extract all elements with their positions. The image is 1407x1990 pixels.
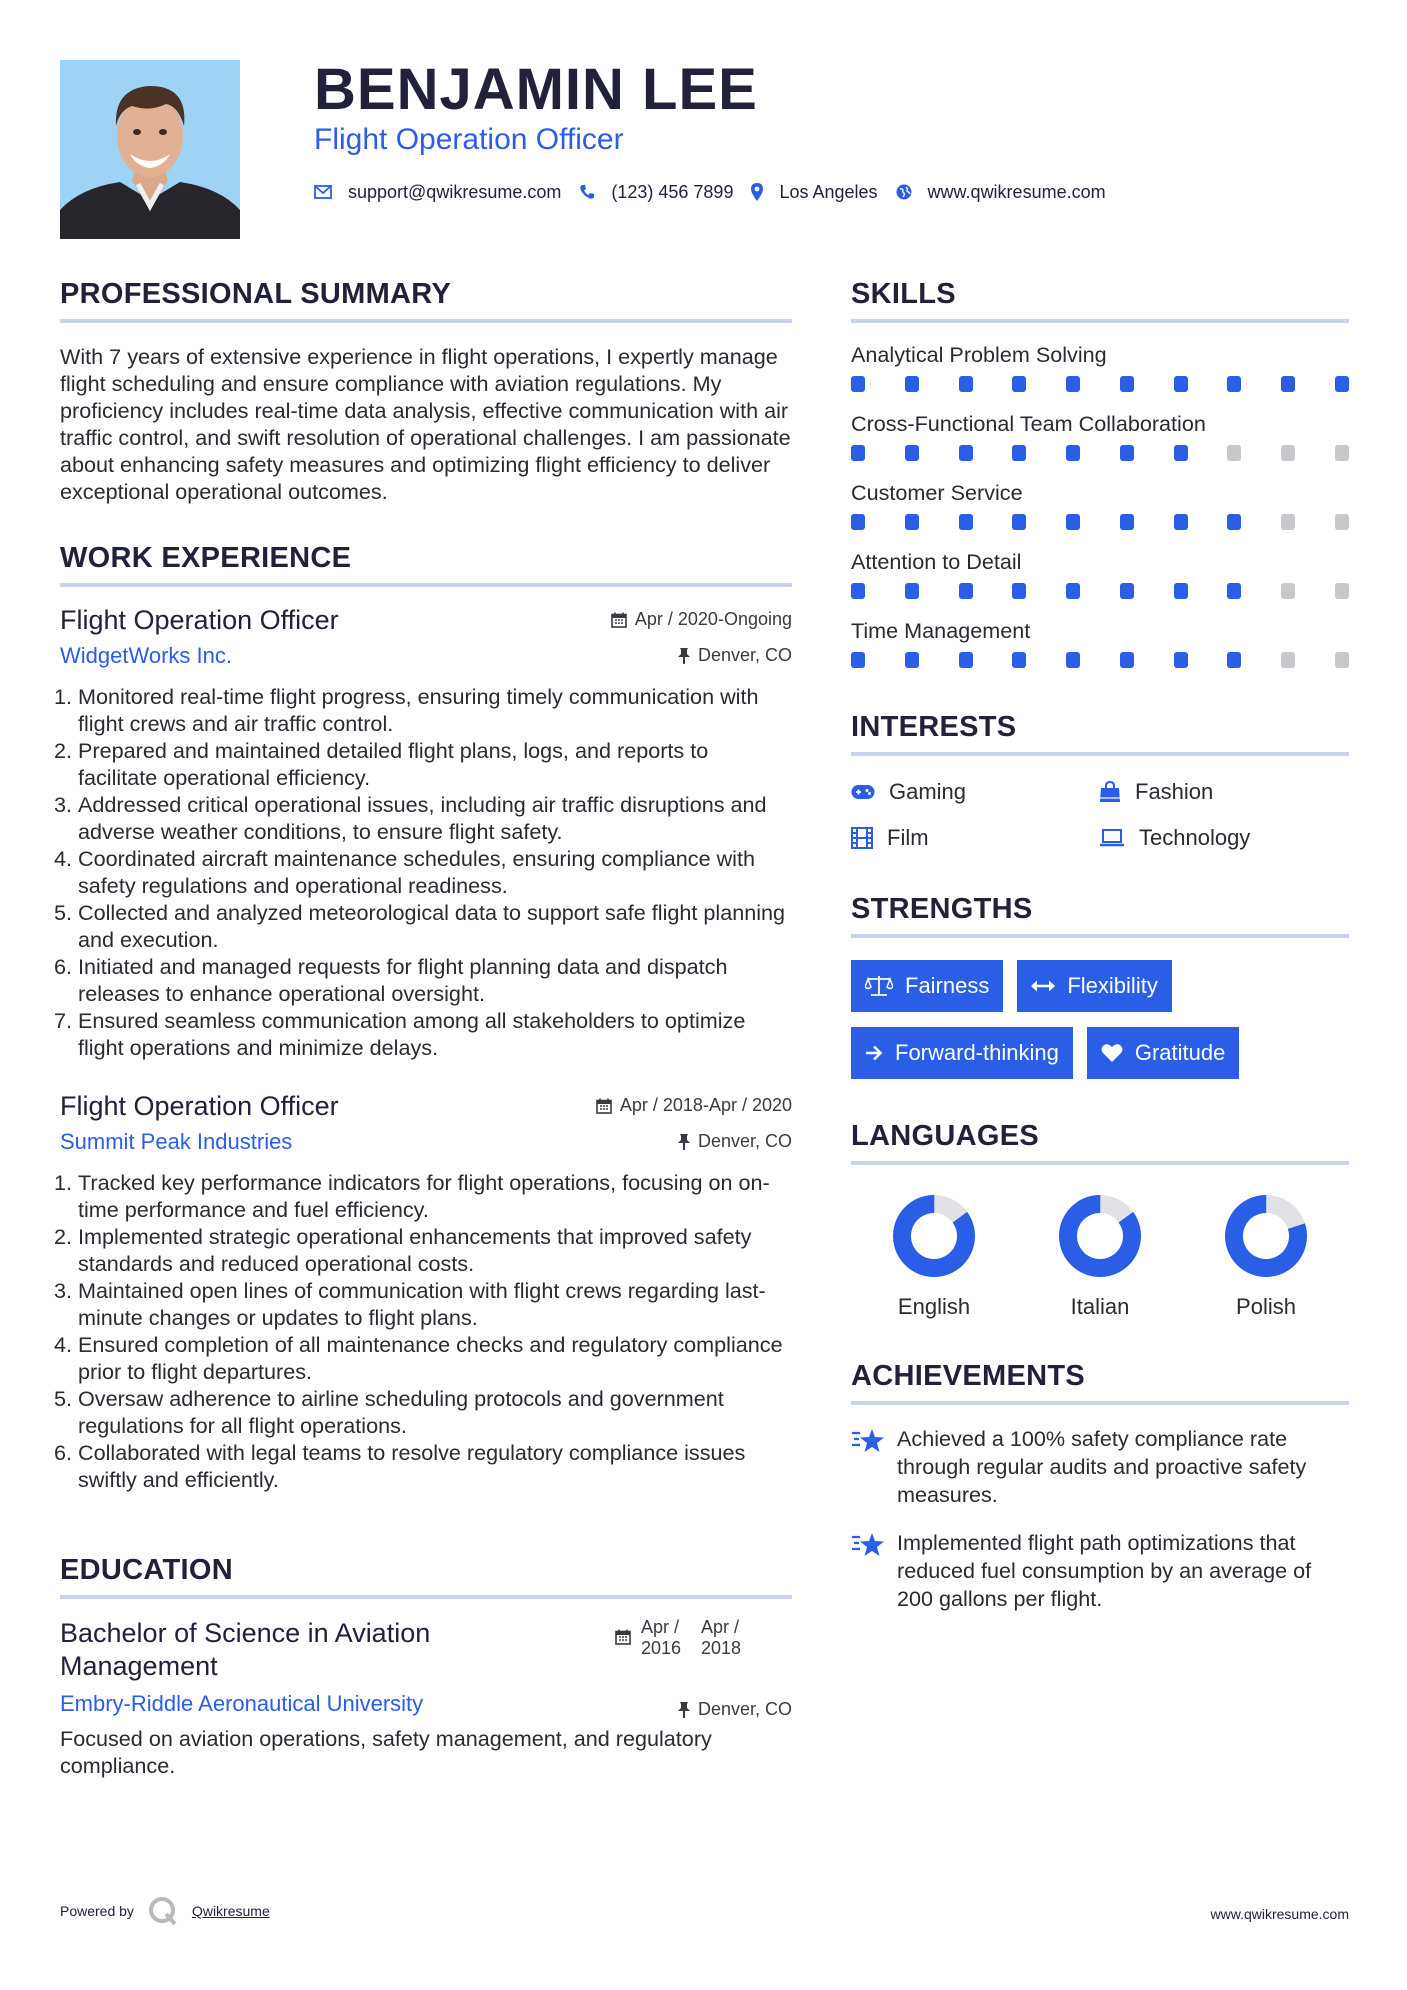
interest-label: Fashion xyxy=(1135,779,1214,804)
skill-dot-filled xyxy=(1066,583,1080,599)
skill-rating xyxy=(851,445,1349,461)
contact-location-text: Los Angeles xyxy=(779,181,878,202)
achievements-heading: ACHIEVEMENTS xyxy=(851,1357,1349,1405)
skill-dot-filled xyxy=(959,652,973,668)
education-school[interactable]: Embry-Riddle Aeronautical University xyxy=(60,1691,424,1716)
skill-item xyxy=(851,341,1349,392)
skill-item xyxy=(851,479,1349,530)
skill-name: Customer Service xyxy=(851,480,1023,505)
skill-dot-filled xyxy=(1174,376,1188,392)
job-bullet: 3. Addressed critical operational issues, including air traffic disruptions and adverse weather conditions, to ensure flight safety. xyxy=(78,791,792,845)
skill-dot-filled xyxy=(1174,652,1188,668)
strengths-list xyxy=(851,960,1349,1079)
calendar-icon xyxy=(615,1629,631,1645)
calendar-icon xyxy=(611,612,627,628)
candidate-title: Flight Operation Officer xyxy=(314,123,624,156)
skill-dot-filled xyxy=(1227,583,1241,599)
globe-icon xyxy=(896,184,912,200)
interest-label: Film xyxy=(887,825,929,850)
education-start xyxy=(641,1617,701,1659)
strength-tag xyxy=(851,960,1003,1012)
phone-icon xyxy=(579,184,595,200)
skill-dot-filled xyxy=(959,583,973,599)
skill-item xyxy=(851,617,1349,668)
skill-dot-filled xyxy=(1174,583,1188,599)
job-company[interactable]: WidgetWorks Inc. xyxy=(60,643,232,668)
achievement-text: Achieved a 100% safety compliance rate through regular audits and proactive safety measures. xyxy=(897,1426,1307,1507)
job-bullet: 1. Monitored real-time flight progress, ensuring timely communication with flight crews and air traffic control. xyxy=(78,683,792,737)
skill-dot-filled xyxy=(905,514,919,530)
strength-label: Gratitude xyxy=(1134,1040,1226,1065)
footer-brand-link[interactable]: Qwikresume xyxy=(191,1903,270,1919)
achievements-list xyxy=(851,1425,1349,1613)
strength-tag xyxy=(1087,1027,1240,1079)
skill-dot-filled xyxy=(1012,514,1026,530)
contact-bar xyxy=(314,178,1124,206)
job-company[interactable]: Summit Peak Industries xyxy=(60,1129,293,1154)
arrow-right-icon xyxy=(865,1044,883,1062)
skill-dot-filled xyxy=(1227,652,1241,668)
skill-item xyxy=(851,548,1349,599)
interests-list xyxy=(851,778,1349,852)
job-bullet: 5. Collected and analyzed meteorological data to support safe flight planning and execution. xyxy=(78,899,792,953)
job-date xyxy=(596,1095,792,1116)
skill-dot-filled xyxy=(851,652,865,668)
job-location xyxy=(678,645,792,666)
skill-dot-filled xyxy=(1066,652,1080,668)
left-column xyxy=(60,275,792,1779)
language-item xyxy=(851,1193,1017,1321)
skill-dot-empty xyxy=(1227,445,1241,461)
job-entry xyxy=(60,1089,792,1493)
skill-dot-filled xyxy=(851,583,865,599)
strength-tag xyxy=(1017,960,1171,1012)
skill-dot-empty xyxy=(1281,652,1295,668)
job-bullet: 4. Ensured completion of all maintenance checks and regulatory compliance prior to flight departures. xyxy=(78,1331,792,1385)
interest-item xyxy=(851,824,1099,852)
interest-item xyxy=(851,778,1099,806)
skill-rating xyxy=(851,652,1349,668)
skill-rating xyxy=(851,376,1349,392)
contact-phone[interactable] xyxy=(579,182,733,203)
heart-icon xyxy=(1101,1043,1123,1063)
job-date-text: Apr / 2018-Apr / 2020 xyxy=(619,1095,792,1115)
gamepad-icon xyxy=(851,784,875,800)
job-bullet: 6. Collaborated with legal teams to resolve regulatory compliance issues swiftly and efficiently. xyxy=(78,1439,792,1493)
experience-heading: WORK EXPERIENCE xyxy=(60,539,792,587)
candidate-name: BENJAMIN LEE xyxy=(314,57,758,122)
shooting-star-icon xyxy=(851,1531,885,1557)
laptop-icon xyxy=(1099,828,1125,848)
skill-dot-filled xyxy=(1120,445,1134,461)
skill-dot-filled xyxy=(1227,376,1241,392)
job-bullet: 1. Tracked key performance indicators for flight operations, focusing on on-time performance and fuel efficiency. xyxy=(78,1169,792,1223)
job-title: Flight Operation Officer xyxy=(60,605,339,635)
job-bullet: 6. Initiated and managed requests for flight planning data and dispatch releases to enhance operational oversight. xyxy=(78,953,792,1007)
shooting-star-icon xyxy=(851,1427,885,1453)
education-end-month: Apr / xyxy=(701,1617,740,1637)
language-name: Polish xyxy=(1236,1294,1296,1319)
skill-dot-filled xyxy=(959,376,973,392)
skill-dot-empty xyxy=(1281,583,1295,599)
skill-dot-filled xyxy=(1335,376,1349,392)
job-bullet: 4. Coordinated aircraft maintenance schedules, ensuring compliance with safety regulations and operational readiness. xyxy=(78,845,792,899)
skill-dot-empty xyxy=(1335,514,1349,530)
skill-dot-empty xyxy=(1335,652,1349,668)
language-proficiency-ring xyxy=(1223,1193,1309,1279)
skill-name: Attention to Detail xyxy=(851,549,1022,574)
skill-dot-filled xyxy=(1012,652,1026,668)
skill-dot-filled xyxy=(1120,583,1134,599)
job-bullets xyxy=(60,1169,792,1493)
interests-heading: INTERESTS xyxy=(851,708,1349,756)
skill-dot-filled xyxy=(1066,376,1080,392)
profile-photo-image xyxy=(60,60,240,239)
skill-name: Cross-Functional Team Collaboration xyxy=(851,411,1206,436)
thumbtack-icon xyxy=(678,648,690,664)
thumbtack-icon xyxy=(678,1702,690,1718)
achievement-text: Implemented flight path optimizations that reduced fuel consumption by an average of 200 gallons per flight. xyxy=(897,1530,1312,1611)
language-item xyxy=(1183,1193,1349,1321)
ring-fill xyxy=(1057,1193,1143,1279)
right-column xyxy=(851,275,1349,1613)
education-end xyxy=(701,1617,761,1659)
profile-photo xyxy=(60,60,240,239)
education-start-month: Apr / xyxy=(641,1617,680,1637)
skill-rating xyxy=(851,583,1349,599)
contact-phone-text: (123) 456 7899 xyxy=(611,181,734,202)
shopping-bag-icon xyxy=(1099,781,1121,803)
job-entry xyxy=(60,603,792,1061)
contact-website[interactable] xyxy=(896,182,1106,203)
skill-dot-filled xyxy=(905,652,919,668)
languages-heading: LANGUAGES xyxy=(851,1117,1349,1165)
job-location xyxy=(678,1131,792,1152)
job-title: Flight Operation Officer xyxy=(60,1091,339,1121)
skill-dot-filled xyxy=(1066,445,1080,461)
skill-dot-filled xyxy=(851,445,865,461)
education-description: Focused on aviation operations, safety management, and regulatory compliance. xyxy=(60,1726,712,1778)
skill-dot-filled xyxy=(1120,652,1134,668)
skill-dot-filled xyxy=(1120,514,1134,530)
interest-item xyxy=(1099,778,1349,806)
strengths-heading: STRENGTHS xyxy=(851,890,1349,938)
education-heading: EDUCATION xyxy=(60,1551,792,1599)
skill-dot-filled xyxy=(1174,445,1188,461)
ring-fill xyxy=(891,1193,977,1279)
skill-dot-filled xyxy=(959,445,973,461)
job-date xyxy=(611,609,792,630)
skill-dot-filled xyxy=(905,583,919,599)
contact-website-text: www.qwikresume.com xyxy=(927,181,1106,202)
skill-item xyxy=(851,410,1349,461)
education-degree: Bachelor of Science in Aviation Management xyxy=(60,1618,431,1681)
map-marker-icon xyxy=(751,183,763,201)
skill-dot-filled xyxy=(1066,514,1080,530)
skill-dot-filled xyxy=(851,514,865,530)
skill-dot-filled xyxy=(1012,376,1026,392)
skill-dot-filled xyxy=(1281,376,1295,392)
thumbtack-icon xyxy=(678,1134,690,1150)
job-location-text: Denver, CO xyxy=(697,1131,792,1151)
strength-label: Fairness xyxy=(905,973,990,998)
education-entry xyxy=(60,1617,792,1779)
language-name: English xyxy=(897,1294,971,1319)
skill-name: Analytical Problem Solving xyxy=(851,342,1107,367)
contact-email-text: support@qwikresume.com xyxy=(348,181,562,202)
strength-label: Forward-thinking xyxy=(895,1040,1059,1065)
job-bullets xyxy=(60,683,792,1061)
summary-text: With 7 years of extensive experience in flight operations, I expertly manage flight scheduling and ensure compliance with aviation regulations. My proficiency includes real-time data analysis, effective communication with air traffic control, and swift resolution of operational challenges. I am passionate about enhancing safety measures and optimizing flight efficiency to deliver exceptional operational outcomes. xyxy=(60,344,791,504)
education-start-year: 2016 xyxy=(641,1638,682,1658)
job-location-text: Denver, CO xyxy=(697,645,792,665)
skill-dot-empty xyxy=(1335,445,1349,461)
powered-by-label: Powered by xyxy=(60,1903,134,1919)
achievement-item xyxy=(851,1425,1349,1509)
skill-dot-filled xyxy=(1012,583,1026,599)
footer-powered-by xyxy=(60,1896,270,1926)
skill-dot-filled xyxy=(1174,514,1188,530)
job-bullet: 3. Maintained open lines of communication with flight crews regarding last-minute changes or updates to flight plans. xyxy=(78,1277,792,1331)
skill-dot-empty xyxy=(1281,514,1295,530)
language-proficiency-ring xyxy=(891,1193,977,1279)
job-bullet: 5. Oversaw adherence to airline scheduling protocols and government regulations for all flight operations. xyxy=(78,1385,792,1439)
arrows-horizontal-icon xyxy=(1031,980,1055,992)
skill-dot-filled xyxy=(1227,514,1241,530)
contact-location xyxy=(751,182,877,203)
education-location-text: Denver, CO xyxy=(697,1699,792,1719)
job-bullet: 2. Prepared and maintained detailed flight plans, logs, and reports to facilitate operational efficiency. xyxy=(78,737,792,791)
envelope-icon xyxy=(314,185,332,199)
summary-heading: PROFESSIONAL SUMMARY xyxy=(60,275,792,323)
job-bullet: 7. Ensured seamless communication among all stakeholders to optimize flight operations and minimize delays. xyxy=(78,1007,792,1061)
skills-list xyxy=(851,341,1349,668)
skill-rating xyxy=(851,514,1349,530)
skill-dot-filled xyxy=(1012,445,1026,461)
education-location xyxy=(678,1699,792,1720)
skill-name: Time Management xyxy=(851,618,1031,643)
skills-heading: SKILLS xyxy=(851,275,1349,323)
interest-label: Technology xyxy=(1139,825,1251,850)
balance-scale-icon xyxy=(865,975,893,997)
education-end-year: 2018 xyxy=(701,1638,742,1658)
job-bullet: 2. Implemented strategic operational enhancements that improved safety standards and reduced operational costs. xyxy=(78,1223,792,1277)
qwikresume-logo-icon xyxy=(148,1896,178,1926)
language-name: Italian xyxy=(1070,1294,1130,1319)
footer-website[interactable]: www.qwikresume.com xyxy=(1210,1906,1349,1922)
calendar-icon xyxy=(596,1098,612,1114)
education-dates xyxy=(615,1617,761,1659)
language-proficiency-ring xyxy=(1057,1193,1143,1279)
skill-dot-empty xyxy=(1335,583,1349,599)
strength-label: Flexibility xyxy=(1067,973,1158,998)
interest-label: Gaming xyxy=(889,779,967,804)
skill-dot-filled xyxy=(851,376,865,392)
skill-dot-filled xyxy=(905,445,919,461)
strength-tag xyxy=(851,1027,1073,1079)
job-date-text: Apr / 2020-Ongoing xyxy=(634,609,792,629)
languages-list xyxy=(851,1193,1349,1321)
language-item xyxy=(1017,1193,1183,1321)
achievement-item xyxy=(851,1529,1349,1613)
contact-email[interactable] xyxy=(314,182,561,203)
skill-dot-filled xyxy=(905,376,919,392)
skill-dot-filled xyxy=(1120,376,1134,392)
film-icon xyxy=(851,827,873,849)
interest-item xyxy=(1099,824,1349,852)
skill-dot-empty xyxy=(1281,445,1295,461)
skill-dot-filled xyxy=(959,514,973,530)
